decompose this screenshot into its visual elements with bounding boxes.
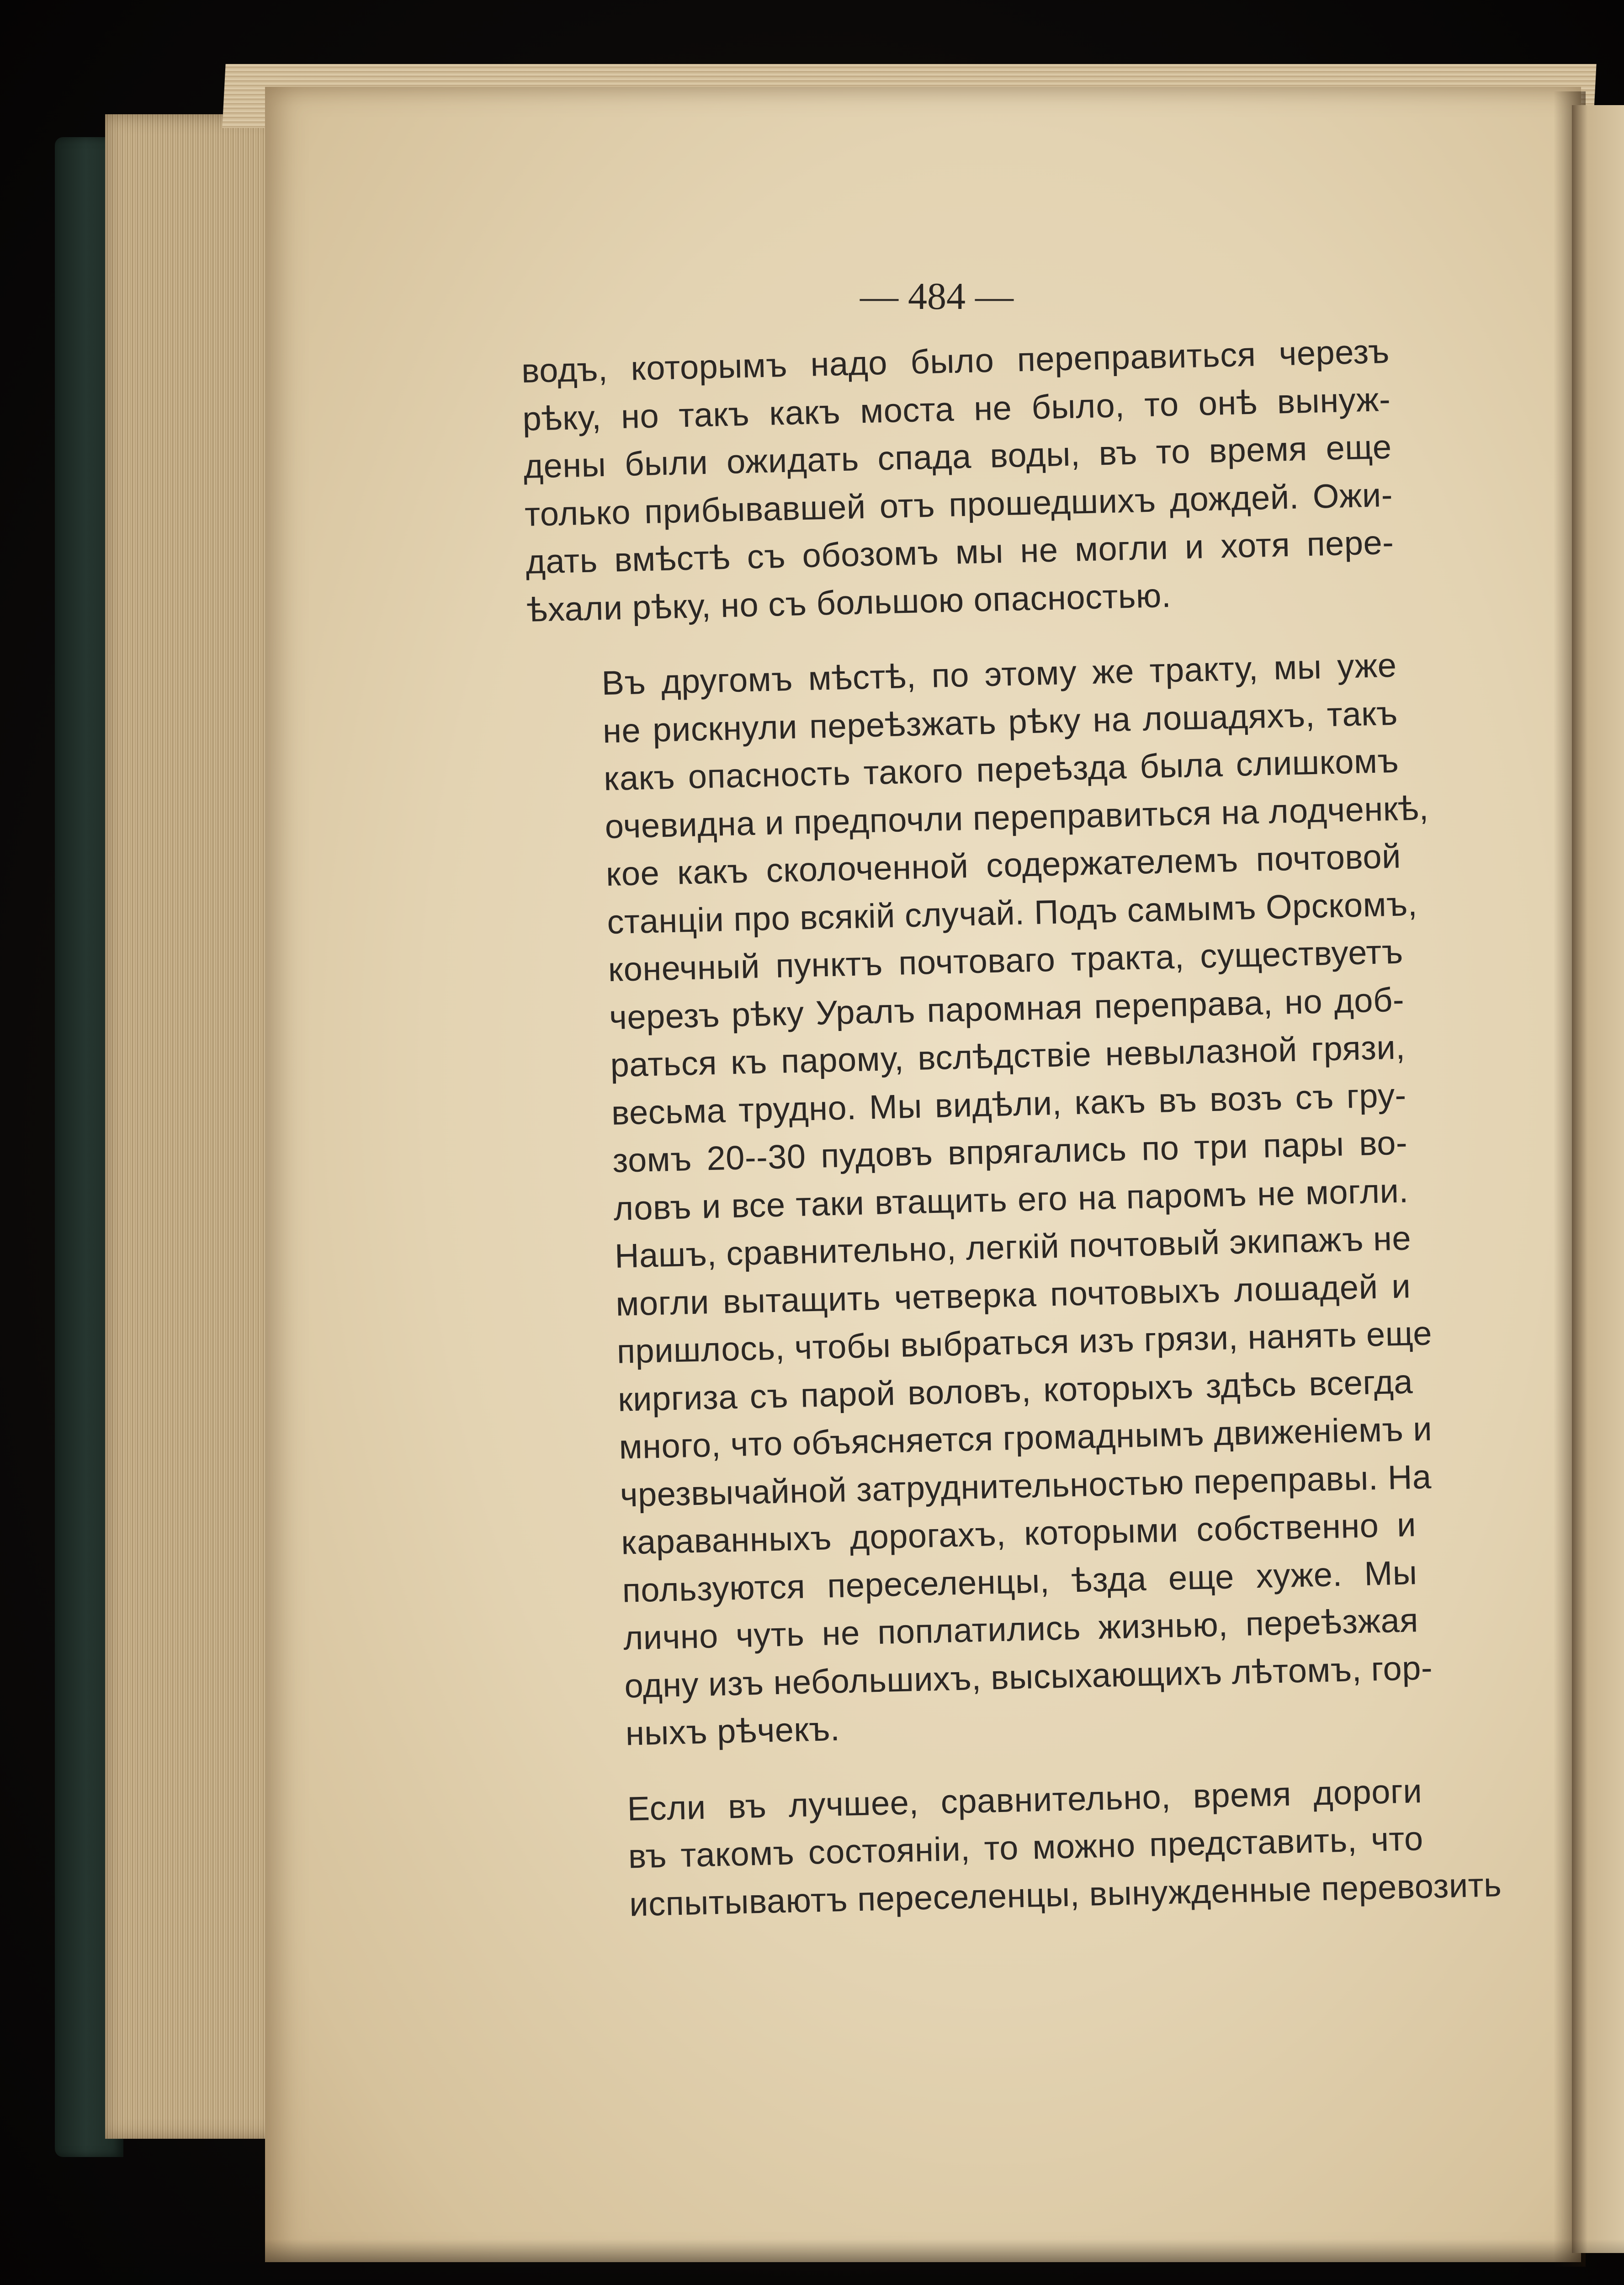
text-line: только прибывавшей отъ прошедшихъ дождей. Ожи- <box>524 475 1393 533</box>
text-line: дены были ожидать спада воды, въ то время еще <box>523 427 1392 485</box>
text-line: Нашъ, сравнительно, легкій почтовый экипажъ не <box>614 1219 1412 1275</box>
paragraph-1 <box>521 328 1396 634</box>
text-line: черезъ рѣку Уралъ паромная переправа, но доб- <box>609 980 1405 1036</box>
text-line: испытываютъ переселенцы, вынужденные перевозить <box>629 1865 1502 1923</box>
page-number: — 484 — <box>860 275 1014 318</box>
paragraph-3 <box>553 1767 1502 1930</box>
text-line: очевидна и предпочли переправиться на лодченкѣ, <box>604 788 1429 845</box>
paragraph-2 <box>528 642 1433 1759</box>
text-line: киргиза съ парой воловъ, которыхъ здѣсь всегда <box>617 1362 1413 1419</box>
text-line: водъ, которымъ надо было переправиться черезъ <box>521 332 1390 390</box>
text-line: въ такомъ состояніи, то можно представить, что <box>628 1819 1424 1876</box>
text-line: не рискнули переѣзжать рѣку на лошадяхъ, такъ <box>602 694 1398 750</box>
text-line: весьма трудно. Мы видѣли, какъ въ возъ съ гру- <box>611 1075 1407 1132</box>
bottom-shadow <box>0 2239 1624 2285</box>
text-line: могли вытащить четверка почтовыхъ лошадей и <box>615 1266 1412 1323</box>
text-line: дать вмѣстѣ съ обозомъ мы не могли и хотя пере- <box>525 523 1395 581</box>
text-line: какъ опасность такого переѣзда была слишкомъ <box>603 741 1399 798</box>
text-line: пользуются переселенцы, ѣзда еще хуже. Мы <box>621 1553 1418 1610</box>
text-line: караванныхъ дорогахъ, которыми собственно и <box>621 1505 1417 1562</box>
page-text <box>521 328 1502 1930</box>
text-line: чрезвычайной затруднительностью переправы. На <box>620 1457 1432 1514</box>
text-line: лично чуть не поплатились жизнью, переѣзжая <box>623 1601 1419 1657</box>
text-line: станціи про всякій случай. Подъ самымъ Орскомъ, <box>606 884 1418 941</box>
text-line: Если въ лучшее, сравнительно, время дороги <box>626 1771 1423 1828</box>
text-line: раться къ парому, вслѣдствіе невылазной грязи, <box>610 1028 1406 1084</box>
text-line: зомъ 20--30 пудовъ впрягались по три пары во- <box>612 1123 1408 1180</box>
text-line: ныхъ рѣчекъ. <box>625 1709 840 1753</box>
text-line: конечный пунктъ почтоваго тракта, существуетъ <box>607 932 1404 989</box>
text-line: ловъ и все таки втащить его на паромъ не могли. <box>613 1171 1409 1228</box>
text-line: рѣку, но такъ какъ моста не было, то онѣ вынуж- <box>522 380 1391 438</box>
text-line: Въ другомъ мѣстѣ, по этому же тракту, мы уже <box>601 646 1397 702</box>
text-line: одну изъ небольшихъ, высыхающихъ лѣтомъ, гор- <box>624 1648 1433 1705</box>
text-line: кое какъ сколоченной содержателемъ почтовой <box>605 837 1401 893</box>
text-line: пришлось, чтобы выбраться изъ грязи, нанять еще <box>616 1314 1433 1371</box>
text-line: много, что объясняется громаднымъ движеніемъ и <box>618 1409 1433 1466</box>
text-line: ѣхали рѣку, но съ большою опасностью. <box>526 576 1172 629</box>
next-page-edge <box>1572 105 1624 2253</box>
